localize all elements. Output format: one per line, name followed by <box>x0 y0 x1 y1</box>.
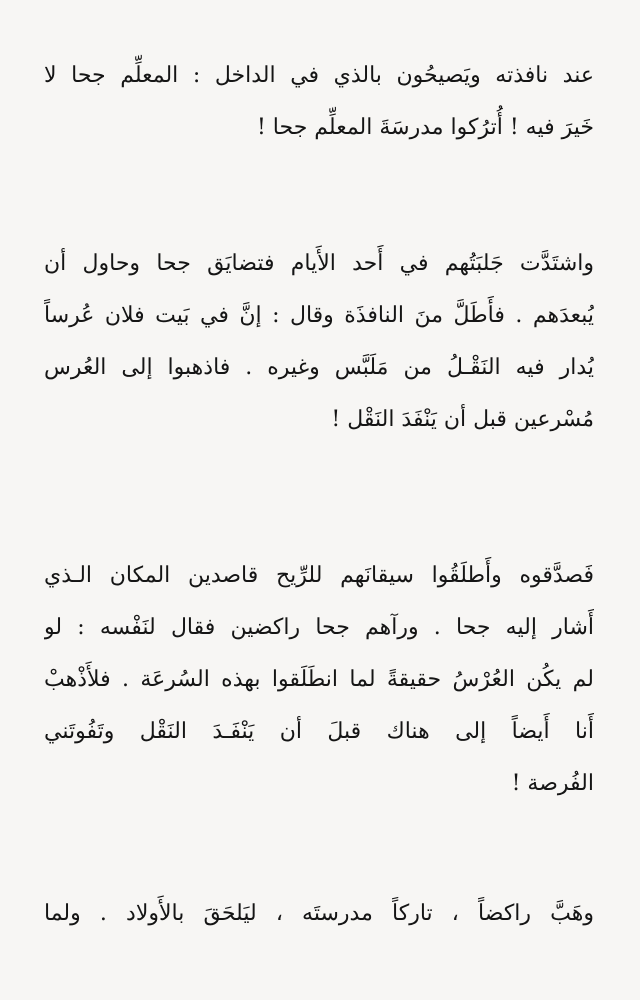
text-line: لم يكُن العُرْسُ حقيقةً لما انطَلَقوا بهذه السُرعَة . فلأَذْهبْ <box>44 667 594 692</box>
paragraph-4 <box>44 888 594 940</box>
text-line: واشتَدَّت جَلبَتُهم في أَحد الأَيام فتضايَق جحا وحاول أن <box>44 251 594 276</box>
text-line: يُبعدَهم . فأَطَلَّ منَ النافذَة وقال : إنَّ في بَيت فلان عُرساً <box>44 303 594 328</box>
text-line: عند نافذته ويَصيحُون بالذي في الداخل : المعلِّم جحا لا <box>44 63 594 88</box>
text-line: مُسْرعين قبل أن يَنْفَدَ النَقْل ! <box>331 407 594 432</box>
text-line: خَيرَ فيه ! أُترُكوا مدرسَةَ المعلِّم جحا ! <box>256 115 594 140</box>
text-line: أَشار إليه جحا . ورآهم جحا راكضين فقال لنَفْسه : لو <box>44 615 594 640</box>
paragraph-2 <box>44 238 594 446</box>
text-line: يُدار فيه النَقْـلُ من مَلَبَّس وغيره . فاذهبوا إلى العُرس <box>44 355 594 380</box>
text-line: أَنا أَيضاً إلى هناك قبلَ أن يَنْفَـدَ النَقْل وتَفُوتَني <box>44 719 594 744</box>
paragraph-3 <box>44 550 594 810</box>
paragraph-1 <box>44 50 594 154</box>
text-line: فَصدَّقوه وأَطلَقُوا سيقانَهم للرِّيح قاصدين المكان الـذي <box>44 563 594 588</box>
text-line: الفُرصة ! <box>511 771 594 796</box>
text-line: وهَبَّ راكضاً ، تاركاً مدرستَه ، ليَلحَقَ بالأَولاد . ولما <box>44 901 594 926</box>
